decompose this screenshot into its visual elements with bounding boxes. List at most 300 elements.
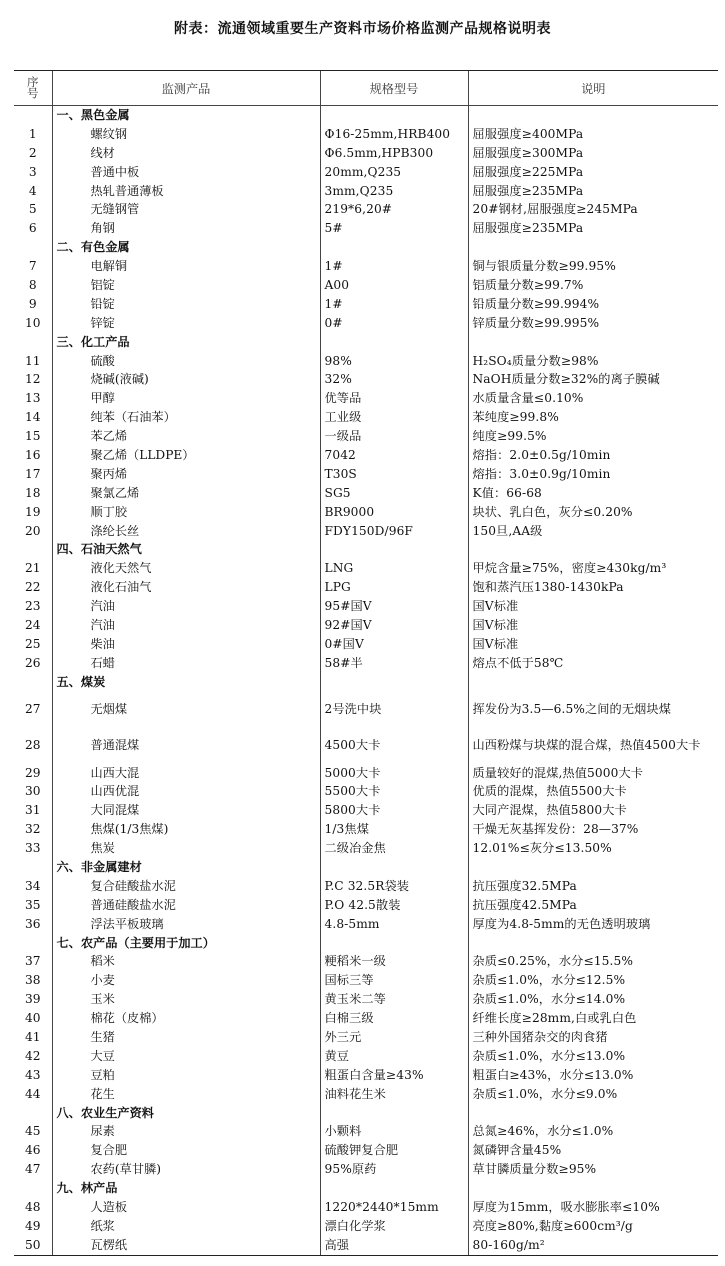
cell-spec: 5800大卡 — [320, 801, 468, 820]
table-row — [14, 728, 718, 764]
cell-desc: 屈服强度≥400MPa — [468, 125, 718, 144]
category-row — [14, 106, 718, 125]
cell-desc: 厚度为15mm，吸水膨胀率≤10% — [468, 1198, 718, 1217]
cell-spec — [320, 540, 468, 559]
cell-spec: 5# — [320, 219, 468, 238]
cell-spec: 4.8-5mm — [320, 915, 468, 934]
cell-product: 玉米 — [52, 990, 320, 1009]
cell-product: 生猪 — [52, 1028, 320, 1047]
cell-spec: 小颗料 — [320, 1123, 468, 1142]
table-row — [14, 915, 718, 934]
cell-desc: 铜与银质量分数≥99.95% — [468, 257, 718, 276]
cell-spec — [320, 1179, 468, 1198]
cell-product: 人造板 — [52, 1198, 320, 1217]
category-row — [14, 238, 718, 257]
cell-no — [14, 333, 52, 352]
table-row — [14, 1047, 718, 1066]
category-row — [14, 673, 718, 692]
cell-product: 小麦 — [52, 971, 320, 990]
cell-desc: 铝质量分数≥99.7% — [468, 276, 718, 295]
cell-spec: SG5 — [320, 484, 468, 503]
table-body — [14, 106, 718, 1256]
cell-desc: 抗压强度32.5MPa — [468, 877, 718, 896]
cell-desc: 纯度≥99.5% — [468, 427, 718, 446]
cell-no: 6 — [28, 221, 37, 236]
cell-spec: 漂白化学浆 — [320, 1217, 468, 1236]
cell-no — [14, 106, 52, 125]
cell-product: 复合肥 — [52, 1141, 320, 1160]
cell-spec — [320, 858, 468, 877]
cell-spec: BR9000 — [320, 503, 468, 522]
category-name: 三、化工产品 — [52, 333, 320, 352]
table-row — [14, 1141, 718, 1160]
cell-no: 8 — [28, 277, 37, 292]
cell-product: 电解铜 — [52, 257, 320, 276]
cell-product: 聚乙烯（LLDPE） — [52, 446, 320, 465]
table-row — [14, 446, 718, 465]
cell-product: 甲醇 — [52, 389, 320, 408]
cell-spec: 1# — [320, 257, 468, 276]
table-row — [14, 427, 718, 446]
table-row — [14, 578, 718, 597]
cell-desc: 纤维长度≥28mm,白或乳白色 — [468, 1009, 718, 1028]
cell-no — [14, 1104, 52, 1123]
cell-desc — [468, 540, 718, 559]
cell-desc — [468, 333, 718, 352]
cell-no: 5 — [28, 202, 37, 217]
cell-desc — [468, 106, 718, 125]
cell-product: 瓦楞纸 — [52, 1236, 320, 1255]
table-row — [14, 764, 718, 783]
cell-spec: A00 — [320, 276, 468, 295]
cell-product: 汽油 — [52, 616, 320, 635]
cell-no: 3 — [28, 164, 37, 179]
cell-product: 石蜡 — [52, 654, 320, 673]
cell-spec: 7042 — [320, 446, 468, 465]
cell-spec: Φ6.5mm,HPB300 — [320, 144, 468, 163]
cell-desc: 20#钢材,屈服强度≥245MPa — [468, 200, 718, 219]
cell-desc: 12.01%≤灰分≤13.50% — [468, 839, 718, 858]
cell-desc: 国Ⅴ标准 — [468, 616, 718, 635]
cell-desc: 饱和蒸汽压1380-1430kPa — [468, 578, 718, 597]
cell-desc: 厚度为4.8-5mm的无色透明玻璃 — [468, 915, 718, 934]
cell-no: 37 — [24, 954, 41, 969]
cell-no: 25 — [24, 636, 41, 651]
cell-product: 大同混煤 — [52, 801, 320, 820]
cell-no: 23 — [24, 599, 41, 614]
table-row — [14, 953, 718, 972]
header-no — [14, 71, 52, 106]
document-title: 附表：流通领域重要生产资料市场价格监测产品规格说明表 — [174, 21, 551, 37]
cell-desc — [468, 858, 718, 877]
category-name: 四、石油天然气 — [52, 540, 320, 559]
cell-desc: 杂质≤1.0%，水分≤14.0% — [468, 990, 718, 1009]
cell-desc: 优质的混煤，热值5500大卡 — [468, 783, 718, 802]
cell-spec: 1# — [320, 295, 468, 314]
cell-spec: 0# — [320, 314, 468, 333]
cell-no: 24 — [24, 617, 41, 632]
cell-spec: 58#半 — [320, 654, 468, 673]
cell-spec: 粗蛋白含量≥43% — [320, 1066, 468, 1085]
cell-spec: 黄豆 — [320, 1047, 468, 1066]
table-row — [14, 125, 718, 144]
cell-desc: NaOH质量分数≥32%的离子膜碱 — [468, 370, 718, 389]
category-name: 九、林产品 — [52, 1179, 320, 1198]
cell-spec: 工业级 — [320, 408, 468, 427]
cell-spec: 二级冶金焦 — [320, 839, 468, 858]
cell-no: 4 — [28, 183, 37, 198]
cell-spec: 2号洗中块 — [320, 692, 468, 728]
cell-no: 16 — [24, 447, 41, 462]
table-row — [14, 276, 718, 295]
cell-product: 浮法平板玻璃 — [52, 915, 320, 934]
cell-spec: P.C 32.5R袋装 — [320, 877, 468, 896]
cell-product: 山西大混 — [52, 764, 320, 783]
cell-no: 7 — [28, 259, 37, 274]
cell-desc: 水质量含量≤0.10% — [468, 389, 718, 408]
table-row — [14, 877, 718, 896]
cell-no: 36 — [24, 916, 41, 931]
cell-desc: 150旦,AA级 — [468, 522, 718, 541]
cell-desc: 杂质≤1.0%，水分≤12.5% — [468, 971, 718, 990]
cell-product: 纯苯（石油苯） — [52, 408, 320, 427]
cell-product: 汽油 — [52, 597, 320, 616]
cell-desc: 总氮≥46%，水分≤1.0% — [468, 1123, 718, 1142]
cell-desc: 杂质≤1.0%，水分≤13.0% — [468, 1047, 718, 1066]
table-row — [14, 295, 718, 314]
cell-no: 32 — [24, 822, 41, 837]
table-row — [14, 465, 718, 484]
cell-desc: 亮度≥80%,黏度≥600cm³/g — [468, 1217, 718, 1236]
cell-desc: 山西粉煤与块煤的混合煤，热值4500大卡 — [468, 728, 718, 764]
table-row — [14, 1009, 718, 1028]
header-spec: 规格型号 — [320, 71, 468, 106]
table-row — [14, 370, 718, 389]
category-name: 六、非金属建材 — [52, 858, 320, 877]
cell-desc: 块状、乳白色，灰分≤0.20% — [468, 503, 718, 522]
cell-spec: LNG — [320, 559, 468, 578]
cell-desc — [468, 1104, 718, 1123]
cell-no: 26 — [24, 655, 41, 670]
cell-desc: 国Ⅴ标准 — [468, 635, 718, 654]
cell-desc: 锌质量分数≥99.995% — [468, 314, 718, 333]
cell-product: 液化石油气 — [52, 578, 320, 597]
cell-spec: LPG — [320, 578, 468, 597]
table-row — [14, 314, 718, 333]
cell-desc: 抗压强度42.5MPa — [468, 896, 718, 915]
table-row — [14, 1123, 718, 1142]
cell-no: 33 — [24, 841, 41, 856]
category-name: 五、煤炭 — [52, 673, 320, 692]
cell-product: 普通硅酸盐水泥 — [52, 896, 320, 915]
cell-desc: 草甘膦质量分数≥95% — [468, 1160, 718, 1179]
cell-product: 角钢 — [52, 219, 320, 238]
cell-product: 纸浆 — [52, 1217, 320, 1236]
cell-spec: 32% — [320, 370, 468, 389]
cell-no: 2 — [28, 145, 37, 160]
cell-spec: 95%原药 — [320, 1160, 468, 1179]
cell-desc: 粗蛋白≥43%，水分≤13.0% — [468, 1066, 718, 1085]
cell-no: 1 — [28, 126, 37, 141]
table-row — [14, 484, 718, 503]
table-row — [14, 503, 718, 522]
cell-product: 花生 — [52, 1085, 320, 1104]
cell-no: 46 — [24, 1143, 41, 1158]
table-row — [14, 1217, 718, 1236]
cell-spec: 外三元 — [320, 1028, 468, 1047]
cell-desc: H₂SO₄质量分数≥98% — [468, 352, 718, 371]
table-row — [14, 559, 718, 578]
table-row — [14, 144, 718, 163]
cell-spec: 硫酸钾复合肥 — [320, 1141, 468, 1160]
table-row — [14, 163, 718, 182]
table-row — [14, 1085, 718, 1104]
cell-product: 棉花（皮棉） — [52, 1009, 320, 1028]
cell-product: 柴油 — [52, 635, 320, 654]
cell-desc: 杂质≤0.25%，水分≤15.5% — [468, 953, 718, 972]
cell-spec: T30S — [320, 465, 468, 484]
cell-no: 30 — [24, 784, 41, 799]
cell-no: 28 — [24, 738, 41, 753]
cell-spec: 95#国Ⅴ — [320, 597, 468, 616]
cell-product: 苯乙烯 — [52, 427, 320, 446]
cell-product: 硫酸 — [52, 352, 320, 371]
cell-spec: 1/3焦煤 — [320, 820, 468, 839]
cell-product: 农药(草甘膦) — [52, 1160, 320, 1179]
cell-no: 38 — [24, 973, 41, 988]
cell-desc: 氮磷钾含量45% — [468, 1141, 718, 1160]
cell-spec — [320, 1104, 468, 1123]
table-row — [14, 257, 718, 276]
cell-spec: Φ16-25mm,HRB400 — [320, 125, 468, 144]
table-row — [14, 990, 718, 1009]
cell-spec: FDY150D/96F — [320, 522, 468, 541]
table-row — [14, 597, 718, 616]
cell-product: 普通混煤 — [52, 728, 320, 764]
cell-no — [14, 934, 52, 953]
table-row — [14, 896, 718, 915]
cell-no: 35 — [24, 897, 41, 912]
cell-spec: 一级品 — [320, 427, 468, 446]
cell-spec: 粳稻米一级 — [320, 953, 468, 972]
cell-no: 20 — [24, 523, 41, 538]
cell-product: 聚氯乙烯 — [52, 484, 320, 503]
cell-no: 39 — [24, 992, 41, 1007]
cell-no: 27 — [24, 702, 41, 717]
cell-spec: 92#国Ⅴ — [320, 616, 468, 635]
category-row — [14, 858, 718, 877]
cell-desc: 苯纯度≥99.8% — [468, 408, 718, 427]
cell-spec: 98% — [320, 352, 468, 371]
cell-desc: 熔指：2.0±0.5g/10min — [468, 446, 718, 465]
cell-no: 17 — [24, 466, 41, 481]
header-product: 监测产品 — [52, 71, 320, 106]
cell-product: 热轧普通薄板 — [52, 182, 320, 201]
cell-no: 43 — [24, 1067, 41, 1082]
cell-product: 尿素 — [52, 1123, 320, 1142]
cell-no: 14 — [24, 410, 41, 425]
cell-spec: 1220*2440*15mm — [320, 1198, 468, 1217]
table-row — [14, 971, 718, 990]
cell-product: 普通中板 — [52, 163, 320, 182]
cell-no: 31 — [24, 803, 41, 818]
table-row — [14, 616, 718, 635]
cell-desc: 熔指：3.0±0.9g/10min — [468, 465, 718, 484]
cell-product: 铅锭 — [52, 295, 320, 314]
cell-no: 45 — [24, 1124, 41, 1139]
cell-no: 48 — [24, 1200, 41, 1215]
category-name: 一、黑色金属 — [52, 106, 320, 125]
cell-spec: P.O 42.5散装 — [320, 896, 468, 915]
table-row — [14, 692, 718, 728]
cell-desc: 质量较好的混煤,热值5000大卡 — [468, 764, 718, 783]
table-row — [14, 801, 718, 820]
cell-spec: 3mm,Q235 — [320, 182, 468, 201]
cell-product: 铝锭 — [52, 276, 320, 295]
cell-no: 18 — [24, 485, 41, 500]
cell-spec — [320, 238, 468, 257]
cell-spec: 20mm,Q235 — [320, 163, 468, 182]
category-name: 八、农业生产资料 — [52, 1104, 320, 1123]
cell-desc: 铅质量分数≥99.994% — [468, 295, 718, 314]
cell-spec — [320, 934, 468, 953]
cell-no: 42 — [24, 1048, 41, 1063]
table-row — [14, 182, 718, 201]
table-header-row — [14, 71, 718, 106]
table-row — [14, 635, 718, 654]
cell-no: 22 — [24, 580, 41, 595]
cell-spec — [320, 106, 468, 125]
cell-product: 聚丙烯 — [52, 465, 320, 484]
table-row — [14, 219, 718, 238]
cell-no: 12 — [24, 372, 41, 387]
cell-no: 29 — [24, 765, 41, 780]
cell-no: 19 — [24, 504, 41, 519]
category-name: 二、有色金属 — [52, 238, 320, 257]
cell-spec: 国标三等 — [320, 971, 468, 990]
cell-spec: 高强 — [320, 1236, 468, 1255]
cell-no: 50 — [14, 1236, 52, 1255]
cell-desc: K值：66-68 — [468, 484, 718, 503]
cell-desc: 大同产混煤，热值5800大卡 — [468, 801, 718, 820]
header-no-text: 序号 — [27, 75, 39, 100]
cell-no: 44 — [24, 1086, 41, 1101]
category-row — [14, 934, 718, 953]
cell-desc — [468, 673, 718, 692]
cell-desc: 干燥无灰基挥发份：28—37% — [468, 820, 718, 839]
cell-spec: 白棉三级 — [320, 1009, 468, 1028]
cell-desc: 挥发份为3.5—6.5%之间的无烟块煤 — [468, 692, 718, 728]
cell-desc — [468, 1179, 718, 1198]
cell-spec: 219*6,20# — [320, 200, 468, 219]
category-row — [14, 1179, 718, 1198]
table-row — [14, 1160, 718, 1179]
header-desc: 说明 — [468, 71, 718, 106]
cell-desc: 国Ⅴ标准 — [468, 597, 718, 616]
cell-product: 烧碱(液碱) — [52, 370, 320, 389]
cell-desc: 甲烷含量≥75%，密度≥430kg/m³ — [468, 559, 718, 578]
cell-no: 49 — [24, 1218, 41, 1233]
cell-product: 涤纶长丝 — [52, 522, 320, 541]
cell-desc: 杂质≤1.0%，水分≤9.0% — [468, 1085, 718, 1104]
cell-spec: 0#国Ⅴ — [320, 635, 468, 654]
cell-desc: 熔点不低于58℃ — [468, 654, 718, 673]
cell-no — [14, 858, 52, 877]
cell-no: 41 — [24, 1030, 41, 1045]
cell-no: 15 — [24, 429, 41, 444]
spec-table — [14, 70, 718, 1256]
table-row — [14, 783, 718, 802]
cell-no: 11 — [24, 353, 41, 368]
table-row — [14, 654, 718, 673]
cell-product: 大豆 — [52, 1047, 320, 1066]
cell-no: 40 — [24, 1011, 41, 1026]
cell-desc: 屈服强度≥235MPa — [468, 219, 718, 238]
cell-no: 13 — [24, 391, 41, 406]
cell-product: 焦炭 — [52, 839, 320, 858]
cell-no: 47 — [24, 1162, 41, 1177]
cell-spec: 4500大卡 — [320, 728, 468, 764]
cell-spec: 5500大卡 — [320, 783, 468, 802]
cell-product: 螺纹钢 — [52, 125, 320, 144]
table-row — [14, 1198, 718, 1217]
cell-spec — [320, 333, 468, 352]
cell-desc: 80-160g/m² — [468, 1236, 718, 1255]
table-row — [14, 1236, 718, 1255]
table-row — [14, 820, 718, 839]
cell-product: 复合硅酸盐水泥 — [52, 877, 320, 896]
cell-product: 液化天然气 — [52, 559, 320, 578]
cell-no — [14, 1179, 52, 1198]
cell-spec — [320, 673, 468, 692]
cell-product: 线材 — [52, 144, 320, 163]
cell-product: 焦煤(1/3焦煤) — [52, 820, 320, 839]
cell-product: 山西优混 — [52, 783, 320, 802]
cell-spec: 5000大卡 — [320, 764, 468, 783]
cell-spec: 优等品 — [320, 389, 468, 408]
cell-desc: 三种外国猪杂交的肉食猪 — [468, 1028, 718, 1047]
cell-desc: 屈服强度≥225MPa — [468, 163, 718, 182]
cell-desc: 屈服强度≥300MPa — [468, 144, 718, 163]
table-row — [14, 408, 718, 427]
table-row — [14, 522, 718, 541]
table-row — [14, 352, 718, 371]
table-row — [14, 200, 718, 219]
category-row — [14, 1104, 718, 1123]
cell-desc: 屈服强度≥235MPa — [468, 182, 718, 201]
cell-product: 无缝钢管 — [52, 200, 320, 219]
cell-no: 10 — [24, 315, 41, 330]
cell-no: 34 — [24, 878, 41, 893]
cell-no — [14, 673, 52, 692]
cell-product: 顺丁胶 — [52, 503, 320, 522]
table-row — [14, 1028, 718, 1047]
cell-no: 9 — [28, 296, 37, 311]
cell-no — [14, 540, 52, 559]
cell-spec: 油料花生米 — [320, 1085, 468, 1104]
cell-spec: 黄玉米二等 — [320, 990, 468, 1009]
cell-no: 21 — [24, 561, 41, 576]
cell-product: 锌锭 — [52, 314, 320, 333]
category-row — [14, 540, 718, 559]
table-row — [14, 389, 718, 408]
table-row — [14, 1066, 718, 1085]
cell-no — [14, 238, 52, 257]
category-name: 七、农产品（主要用于加工） — [52, 934, 320, 953]
cell-product: 稻米 — [52, 953, 320, 972]
cell-desc — [468, 238, 718, 257]
cell-desc — [468, 934, 718, 953]
